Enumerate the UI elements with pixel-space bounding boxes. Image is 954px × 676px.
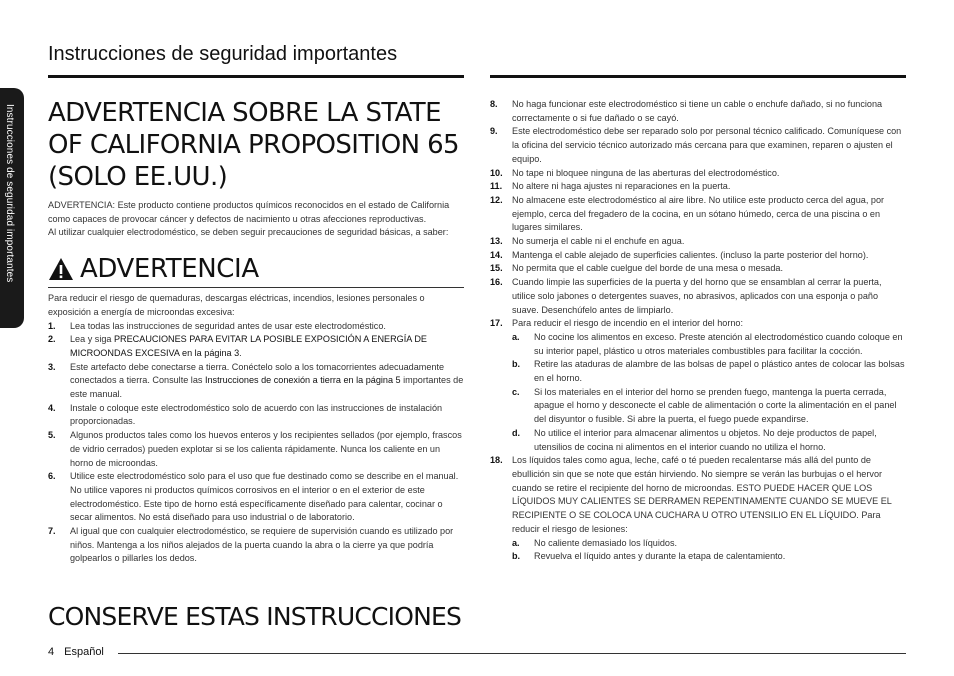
sub-item	[512, 386, 906, 427]
right-column	[490, 98, 906, 564]
list-item	[490, 276, 906, 317]
sub-item-text: Si los materiales en el interior del horno se prenden fuego, mantenga la puerta cerrada, apague el horno y desconecte el cable de alimentación o corte la alimentación en el panel del disyuntor o fusible. Si abre la puerta, el fuego puede expandirse.	[534, 386, 897, 425]
warning-title: ADVERTENCIA	[80, 254, 259, 285]
item-text: No tape ni bloquee ninguna de las aberturas del electrodoméstico.	[512, 167, 780, 178]
page-footer	[48, 646, 104, 658]
list-item	[490, 180, 906, 194]
side-section-tab	[0, 88, 24, 328]
list-item	[48, 429, 464, 470]
header-rule-left	[48, 75, 464, 78]
item-text: Los líquidos tales como agua, leche, café o té pueden recalentarse más allá del punto de ebullición sin que se note que están hirviendo. No siempre se verán las burbujas o el hervor cuando se retire el recipiente del horno de microondas. ESTO PUEDE HACER QUE LOS LÍQUIDOS MUY CALIENTES SE DERRAMEN REPENTINAMENTE CUANDO SE MUEVE EL RECIPIENTE O SE COLOCA UNA CUCHARA U OTRO UTENSILIO EN EL LÍQUIDO. Para reducir el riesgo de lesiones:	[512, 455, 892, 534]
item-text: No permita que el cable cuelgue del borde de una mesa o mesada.	[512, 263, 783, 274]
right-numbered-list	[490, 98, 906, 564]
item-number: 6.	[48, 471, 56, 482]
item-number: 2.	[48, 334, 56, 345]
item-number: 18.	[490, 455, 503, 466]
item-text: Mantenga el cable alejado de superficies calientes. (incluso la parte posterior del horno).	[512, 249, 869, 260]
list-item	[48, 402, 464, 429]
sub-item-text: No utilice el interior para almacenar alimentos u objetos. No deje productos de papel, utensilios de cocina ni alimentos en el interior cuando no utiliza el horno.	[534, 427, 877, 452]
left-column	[48, 97, 464, 566]
item-number: 13.	[490, 236, 503, 247]
item-text: Algunos productos tales como los huevos enteros y los recipientes sellados (por ejemplo, frascos de vidrio cerrados) pueden explotar si se los calienta rápidamente. Nunca los caliente en un horno de microondas.	[70, 430, 462, 468]
warning-triangle-icon	[48, 257, 74, 281]
sub-item-text: Retire las ataduras de alambre de las bolsas de papel o plástico antes de colocar las bolsas en el horno.	[534, 359, 905, 384]
item-number: 5.	[48, 430, 56, 441]
item-number: 14.	[490, 249, 503, 260]
list-item	[490, 262, 906, 276]
list-item	[490, 235, 906, 249]
list-item	[48, 361, 464, 402]
item-text: Utilice este electrodoméstico solo para el uso que fue destinado como se describe en el manual. No utilice vapores ni productos químicos corrosivos en el interior o en el exterior de este electrodoméstico. Este tipo de horno está específicamente diseñado para calentar, cocinar o secar alimentos. No está diseñado para uso industrial o de laboratorio.	[70, 471, 459, 523]
item-text	[70, 361, 464, 402]
sublist-17	[490, 331, 906, 454]
sub-item	[512, 537, 906, 551]
list-item	[490, 167, 906, 181]
list-item	[490, 125, 906, 166]
sub-item-text: Revuelva el líquido antes y durante la etapa de calentamiento.	[534, 551, 786, 562]
sub-item	[512, 358, 906, 385]
footer-rule	[118, 653, 906, 654]
sub-item-letter: b.	[512, 359, 521, 370]
item-number: 17.	[490, 318, 503, 329]
list-item	[490, 454, 906, 536]
sub-item	[512, 550, 906, 564]
sub-item	[512, 427, 906, 454]
list-item	[48, 470, 464, 525]
sub-item-letter: a.	[512, 331, 520, 342]
sub-item-letter: c.	[512, 386, 520, 397]
list-item	[490, 194, 906, 235]
item-number: 3.	[48, 361, 56, 372]
sub-item-text: No caliente demasiado los líquidos.	[534, 537, 678, 548]
list-item	[490, 249, 906, 263]
item-number: 7.	[48, 526, 56, 537]
item-text: No sumerja el cable ni el enchufe en agua.	[512, 236, 685, 247]
item-text-post: importantes de este manual.	[70, 375, 464, 400]
item-number: 16.	[490, 277, 503, 288]
sub-item	[512, 331, 906, 358]
item-text: Para reducir el riesgo de incendio en el interior del horno:	[512, 318, 744, 329]
page-reference-link[interactable]: PRECAUCIONES PARA EVITAR LA POSIBLE EXPOSICIÓN A ENERGÍA DE MICROONDAS EXCESIVA en la página 3	[70, 334, 427, 358]
item-text: Este electrodoméstico debe ser reparado solo por personal técnico calificado. Comuníquese con la oficina del servicio técnico autorizado más cercana para que examinen, reparen o ajusten el equipo.	[512, 126, 902, 164]
list-item	[490, 98, 906, 125]
left-numbered-list	[48, 320, 464, 567]
item-number: 1.	[48, 320, 56, 331]
item-text: No almacene este electrodoméstico al aire libre. No utilice este producto cerca del agua, por ejemplo, cerca del fregadero de la cocina, en un sótano húmedo, cerca de una piscina o en lugares similares.	[512, 194, 885, 233]
item-text: Cuando limpie las superficies de la puerta y del horno que se ensamblan al cerrar la puerta, utilice solo jabones o detergentes suaves, no abrasivos, aplicados con una esponja o paño suave. Desenchúfelo antes de limpiarlo.	[512, 277, 882, 315]
item-number: 11.	[490, 181, 503, 192]
item-text: No haga funcionar este electrodoméstico si tiene un cable o enchufe dañado, si no funciona correctamente o si fue dañado o se cayó.	[512, 99, 883, 123]
sub-item-letter: d.	[512, 427, 521, 438]
footer-language: Español	[64, 646, 104, 658]
item-text: No altere ni haga ajustes ni reparaciones en la puerta.	[512, 181, 731, 192]
item-number: 4.	[48, 402, 56, 413]
ca-heading-line: (SOLO EE.UU.)	[48, 162, 228, 192]
item-text: Instale o coloque este electrodoméstico solo de acuerdo con las instrucciones de instalación proporcionadas.	[70, 402, 443, 427]
item-text: Al igual que con cualquier electrodoméstico, se requiere de supervisión cuando es utilizado por niños. Mantenga a los niños alejados de la puerta cuando la abra o la cierre ya que podría golpearlos o pillarles los dedos.	[70, 526, 454, 564]
ca-heading-line: OF CALIFORNIA PROPOSITION 65	[48, 130, 459, 160]
item-number: 15.	[490, 263, 503, 274]
warning-section-title	[48, 254, 464, 288]
item-text: Lea todas las instrucciones de seguridad antes de usar este electrodoméstico.	[70, 320, 386, 331]
item-number: 8.	[490, 99, 498, 109]
page-number: 4	[48, 646, 55, 658]
item-text-pre: Lea y siga	[70, 334, 114, 345]
item-number: 12.	[490, 194, 503, 205]
item-text	[70, 333, 464, 360]
sub-item-letter: b.	[512, 551, 521, 562]
item-text-pre: Este artefacto debe conectarse a tierra. Conéctelo solo a los tomacorrientes adecuadamente conectados a tierra. Consulte las	[70, 361, 445, 386]
item-number: 10.	[490, 167, 503, 178]
side-tab-label: Instrucciones de seguridad importantes	[4, 104, 15, 283]
sublist-18	[490, 537, 906, 564]
list-item	[48, 333, 464, 360]
ca-warning-paragraph: ADVERTENCIA: Este producto contiene productos químicos reconocidos en el estado de California como capaces de provocar cáncer y defectos de nacimiento u otras afecciones reproductivas.	[48, 200, 450, 224]
list-item	[490, 317, 906, 331]
conserve-instructions-heading: CONSERVE ESTAS INSTRUCCIONES	[48, 602, 462, 631]
item-number: 9.	[490, 126, 498, 137]
basic-precautions-paragraph: Al utilizar cualquier electrodoméstico, se deben seguir precauciones de seguridad básicas, a saber:	[48, 227, 449, 238]
list-item	[48, 525, 464, 566]
list-item	[48, 320, 464, 334]
item-text-post: .	[239, 347, 242, 358]
page-title: Instrucciones de seguridad importantes	[48, 43, 398, 65]
sub-item-letter: a.	[512, 537, 520, 548]
ca-heading-line: ADVERTENCIA SOBRE LA STATE	[48, 98, 441, 128]
warning-intro: Para reducir el riesgo de quemaduras, descargas eléctricas, incendios, lesiones personales o exposición a energía de microondas excesiva:	[48, 293, 425, 317]
header-rule-right	[490, 75, 906, 78]
page-reference-link[interactable]: Instrucciones de conexión a tierra en la página 5	[204, 375, 401, 386]
sub-item-text: No cocine los alimentos en exceso. Preste atención al electrodoméstico cuando coloque en su interior papel, plástico u otros materiales combustibles para facilitar la cocción.	[534, 331, 903, 356]
ca-prop65-heading	[48, 97, 464, 193]
